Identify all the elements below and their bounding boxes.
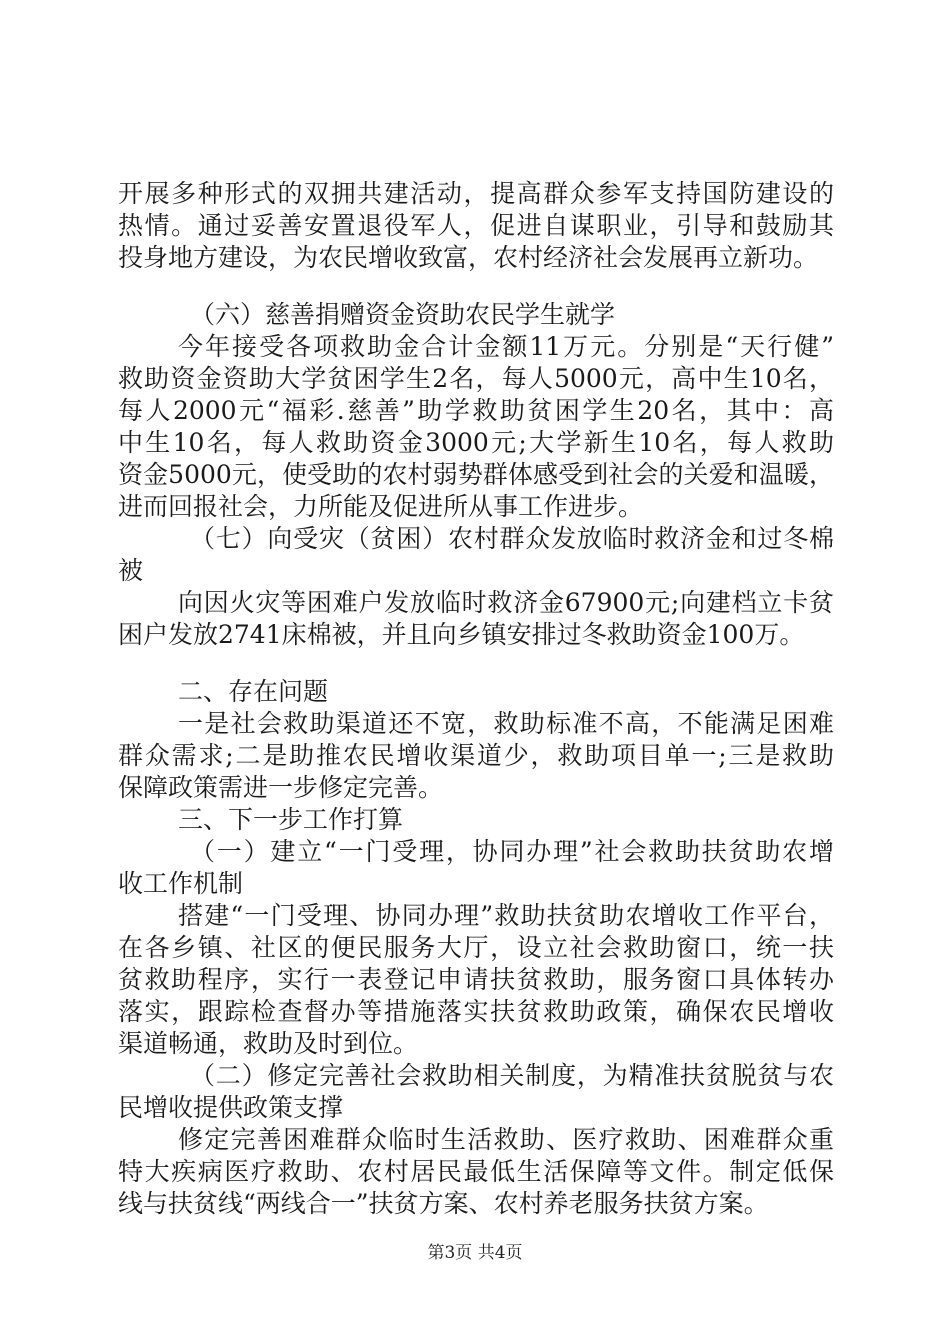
subsection-heading-2-cont: 民增收提供政策支撑: [118, 1093, 344, 1122]
paragraph-line: 群众需求;二是助推农民增收渠道少，救助项目单一;三是救助: [118, 741, 834, 770]
paragraph-line: 贫救助程序，实行一表登记申请扶贫救助，服务窗口具体转办: [118, 965, 834, 994]
section-heading-7-cont: 被: [118, 556, 144, 585]
paragraph-line: 资金5000元，使受助的农村弱势群体感受到社会的关爱和温暖，: [118, 460, 834, 489]
section-heading-7: （七）向受灾（贫困）农村群众发放临时救济金和过冬棉: [190, 524, 834, 553]
paragraph-line: 搭建“一门受理、协同办理”救助扶贫助农增收工作平台，: [178, 901, 834, 930]
paragraph-line: 落实，跟踪检查督办等措施落实扶贫救助政策，确保农民增收: [118, 997, 834, 1026]
paragraph-line: 今年接受各项救助金合计金额11万元。分别是“天行健”: [178, 332, 834, 361]
paragraph-line: 在各乡镇、社区的便民服务大厅，设立社会救助窗口，统一扶: [118, 933, 834, 962]
paragraph-line: 特大疾病医疗救助、农村居民最低生活保障等文件。制定低保: [118, 1157, 834, 1186]
section-heading-6: （六）慈善捐赠资金资助农民学生就学: [190, 300, 616, 329]
section-title-next-steps: 三、下一步工作打算: [178, 805, 404, 834]
paragraph-line: 线与扶贫线“两线合一”扶贫方案、农村养老服务扶贫方案。: [118, 1189, 769, 1218]
paragraph-line: 开展多种形式的双拥共建活动，提高群众参军支持国防建设的: [118, 179, 834, 208]
subsection-heading-1: （一）建立“一门受理，协同办理”社会救助扶贫助农增: [190, 837, 834, 866]
paragraph-line: 中生10名，每人救助资金3000元;大学新生10名，每人救助: [118, 428, 834, 457]
paragraph-line: 渠道畅通，救助及时到位。: [118, 1029, 419, 1058]
subsection-heading-1-cont: 收工作机制: [118, 869, 244, 898]
paragraph-line: 向因火灾等困难户发放临时救济金67900元;向建档立卡贫: [178, 588, 834, 617]
paragraph-line: 投身地方建设，为农民增收致富，农村经济社会发展再立新功。: [118, 243, 819, 272]
paragraph-line: 困户发放2741床棉被，并且向乡镇安排过冬救助资金100万。: [118, 620, 805, 649]
paragraph-line: 热情。通过妥善安置退役军人，促进自谋职业，引导和鼓励其: [118, 211, 834, 240]
page-footer: 第3页 共4页: [427, 1243, 523, 1263]
section-title-problems: 二、存在问题: [178, 677, 329, 706]
paragraph-line: 保障政策需进一步修定完善。: [118, 773, 444, 802]
paragraph-line: 修定完善困难群众临时生活救助、医疗救助、困难群众重: [178, 1125, 834, 1154]
paragraph-line: 一是社会救助渠道还不宽，救助标准不高，不能满足困难: [178, 709, 834, 738]
paragraph-line: 救助资金资助大学贫困学生2名，每人5000元，高中生10名，: [118, 364, 834, 393]
paragraph-line: 进而回报社会，力所能及促进所从事工作进步。: [118, 492, 644, 521]
subsection-heading-2: （二）修定完善社会救助相关制度，为精准扶贫脱贫与农: [190, 1061, 834, 1090]
paragraph-line: 每人2000元“福彩.慈善”助学救助贫困学生20名，其中：高: [118, 396, 834, 425]
